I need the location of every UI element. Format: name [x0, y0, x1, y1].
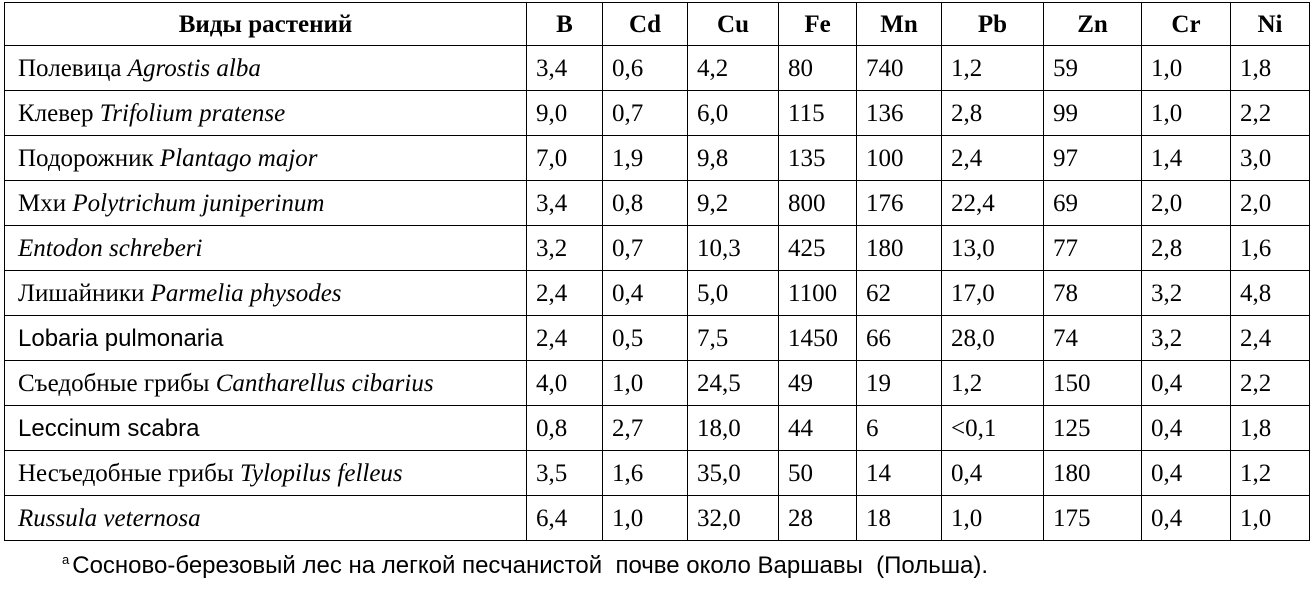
species-name-cell [5, 406, 527, 451]
value-cell-cd: 2,7 [603, 406, 688, 451]
column-header-cr: Cr [1142, 3, 1231, 46]
species-common-name: Leccinum scabra [18, 414, 200, 442]
value-cell-mn: 100 [857, 136, 942, 181]
species-name-cell [5, 181, 527, 226]
value-cell-cd: 1,6 [603, 451, 688, 496]
value-cell-pb: 13,0 [942, 226, 1044, 271]
species-latin-name: Plantago major [159, 144, 318, 172]
column-header-species: Виды растений [5, 3, 527, 46]
species-name-cell [5, 136, 527, 181]
species-name-cell [5, 46, 527, 91]
species-latin-name: Russula veternosa [18, 504, 201, 532]
species-latin-name: Polytrichum juniperinum [72, 189, 325, 217]
value-cell-zn: 78 [1044, 271, 1142, 316]
table-body [5, 46, 1310, 541]
value-cell-cr: 0,4 [1142, 406, 1231, 451]
value-cell-zn: 175 [1044, 496, 1142, 541]
species-name-cell [5, 226, 527, 271]
value-cell-fe: 135 [779, 136, 857, 181]
value-cell-cu: 5,0 [688, 271, 779, 316]
value-cell-zn: 150 [1044, 361, 1142, 406]
plant-metal-table [4, 2, 1310, 541]
species-common-name: Лишайники [18, 279, 151, 307]
species-name-cell [5, 496, 527, 541]
value-cell-fe: 1450 [779, 316, 857, 361]
value-cell-mn: 19 [857, 361, 942, 406]
value-cell-ni: 1,2 [1231, 451, 1310, 496]
value-cell-fe: 425 [779, 226, 857, 271]
value-cell-pb: 28,0 [942, 316, 1044, 361]
value-cell-cd: 0,5 [603, 316, 688, 361]
value-cell-fe: 44 [779, 406, 857, 451]
table-row [5, 361, 1310, 406]
value-cell-mn: 18 [857, 496, 942, 541]
table-row [5, 181, 1310, 226]
species-latin-name: Tylopilus felleus [239, 459, 403, 487]
value-cell-b: 3,4 [527, 181, 603, 226]
value-cell-pb: 2,8 [942, 91, 1044, 136]
value-cell-b: 7,0 [527, 136, 603, 181]
column-header-cd: Cd [603, 3, 688, 46]
value-cell-ni: 4,8 [1231, 271, 1310, 316]
value-cell-mn: 62 [857, 271, 942, 316]
value-cell-cu: 9,2 [688, 181, 779, 226]
value-cell-cd: 0,6 [603, 46, 688, 91]
value-cell-cd: 0,8 [603, 181, 688, 226]
value-cell-pb: 1,2 [942, 46, 1044, 91]
value-cell-cd: 1,0 [603, 496, 688, 541]
value-cell-mn: 6 [857, 406, 942, 451]
value-cell-cr: 3,2 [1142, 271, 1231, 316]
table-row [5, 46, 1310, 91]
value-cell-cr: 2,0 [1142, 181, 1231, 226]
value-cell-zn: 69 [1044, 181, 1142, 226]
value-cell-cr: 0,4 [1142, 496, 1231, 541]
value-cell-b: 6,4 [527, 496, 603, 541]
species-name-cell [5, 316, 527, 361]
value-cell-b: 2,4 [527, 316, 603, 361]
species-name-cell [5, 451, 527, 496]
value-cell-b: 3,2 [527, 226, 603, 271]
value-cell-cr: 1,4 [1142, 136, 1231, 181]
value-cell-cr: 3,2 [1142, 316, 1231, 361]
value-cell-pb: 1,0 [942, 496, 1044, 541]
value-cell-fe: 50 [779, 451, 857, 496]
table-footnote [62, 552, 988, 580]
species-name-cell [5, 91, 527, 136]
value-cell-b: 4,0 [527, 361, 603, 406]
footnote-text: Сосново-березовый лес на легкой песчанистой почве около Варшавы (Польша). [72, 552, 988, 579]
value-cell-b: 3,4 [527, 46, 603, 91]
value-cell-mn: 740 [857, 46, 942, 91]
column-header-zn: Zn [1044, 3, 1142, 46]
value-cell-cd: 0,7 [603, 91, 688, 136]
species-common-name: Подорожник [18, 144, 160, 172]
value-cell-pb: <0,1 [942, 406, 1044, 451]
value-cell-cu: 6,0 [688, 91, 779, 136]
value-cell-b: 3,5 [527, 451, 603, 496]
value-cell-cd: 0,7 [603, 226, 688, 271]
species-common-name: Несъедобные грибы [18, 459, 240, 487]
value-cell-mn: 176 [857, 181, 942, 226]
value-cell-ni: 3,0 [1231, 136, 1310, 181]
value-cell-cu: 32,0 [688, 496, 779, 541]
value-cell-fe: 800 [779, 181, 857, 226]
column-header-fe: Fe [779, 3, 857, 46]
value-cell-pb: 1,2 [942, 361, 1044, 406]
value-cell-pb: 2,4 [942, 136, 1044, 181]
table-row [5, 406, 1310, 451]
value-cell-cu: 18,0 [688, 406, 779, 451]
value-cell-mn: 136 [857, 91, 942, 136]
value-cell-mn: 66 [857, 316, 942, 361]
value-cell-cu: 35,0 [688, 451, 779, 496]
species-common-name: Клевер [18, 99, 100, 127]
value-cell-zn: 74 [1044, 316, 1142, 361]
species-name-cell [5, 271, 527, 316]
value-cell-cu: 4,2 [688, 46, 779, 91]
value-cell-zn: 125 [1044, 406, 1142, 451]
value-cell-cd: 1,0 [603, 361, 688, 406]
value-cell-fe: 49 [779, 361, 857, 406]
species-latin-name: Cantharellus cibarius [215, 369, 434, 397]
value-cell-ni: 2,0 [1231, 181, 1310, 226]
value-cell-zn: 180 [1044, 451, 1142, 496]
value-cell-cr: 0,4 [1142, 451, 1231, 496]
value-cell-ni: 1,0 [1231, 496, 1310, 541]
column-header-b: B [527, 3, 603, 46]
value-cell-cu: 9,8 [688, 136, 779, 181]
species-latin-name: Entodon schreberi [18, 234, 203, 262]
species-common-name: Lobaria pulmonaria [18, 324, 224, 352]
value-cell-b: 0,8 [527, 406, 603, 451]
table-header-row [5, 3, 1310, 46]
footnote-marker: a [62, 552, 70, 567]
species-common-name: Полевица [18, 54, 128, 82]
table-row [5, 271, 1310, 316]
value-cell-cu: 7,5 [688, 316, 779, 361]
value-cell-ni: 1,8 [1231, 406, 1310, 451]
value-cell-cr: 1,0 [1142, 46, 1231, 91]
value-cell-pb: 22,4 [942, 181, 1044, 226]
column-header-ni: Ni [1231, 3, 1310, 46]
value-cell-zn: 99 [1044, 91, 1142, 136]
column-header-pb: Pb [942, 3, 1044, 46]
value-cell-fe: 1100 [779, 271, 857, 316]
value-cell-pb: 0,4 [942, 451, 1044, 496]
value-cell-zn: 59 [1044, 46, 1142, 91]
value-cell-ni: 2,4 [1231, 316, 1310, 361]
table-row [5, 226, 1310, 271]
species-latin-name: Trifolium pratense [99, 99, 286, 127]
value-cell-b: 2,4 [527, 271, 603, 316]
table-row [5, 451, 1310, 496]
value-cell-ni: 2,2 [1231, 361, 1310, 406]
value-cell-cu: 10,3 [688, 226, 779, 271]
column-header-mn: Mn [857, 3, 942, 46]
value-cell-zn: 97 [1044, 136, 1142, 181]
value-cell-fe: 115 [779, 91, 857, 136]
value-cell-b: 9,0 [527, 91, 603, 136]
value-cell-ni: 1,6 [1231, 226, 1310, 271]
species-latin-name: Agrostis alba [127, 54, 261, 82]
value-cell-cr: 0,4 [1142, 361, 1231, 406]
value-cell-cr: 2,8 [1142, 226, 1231, 271]
value-cell-fe: 80 [779, 46, 857, 91]
table-row [5, 136, 1310, 181]
value-cell-cd: 1,9 [603, 136, 688, 181]
value-cell-mn: 14 [857, 451, 942, 496]
species-common-name: Мхи [18, 189, 73, 217]
value-cell-ni: 1,8 [1231, 46, 1310, 91]
value-cell-mn: 180 [857, 226, 942, 271]
value-cell-cd: 0,4 [603, 271, 688, 316]
column-header-cu: Cu [688, 3, 779, 46]
table-row [5, 91, 1310, 136]
table-row [5, 316, 1310, 361]
table-row [5, 496, 1310, 541]
value-cell-ni: 2,2 [1231, 91, 1310, 136]
value-cell-fe: 28 [779, 496, 857, 541]
species-latin-name: Parmelia physodes [150, 279, 342, 307]
value-cell-cr: 1,0 [1142, 91, 1231, 136]
value-cell-cu: 24,5 [688, 361, 779, 406]
species-name-cell [5, 361, 527, 406]
species-common-name: Съедобные грибы [18, 369, 216, 397]
value-cell-pb: 17,0 [942, 271, 1044, 316]
value-cell-zn: 77 [1044, 226, 1142, 271]
